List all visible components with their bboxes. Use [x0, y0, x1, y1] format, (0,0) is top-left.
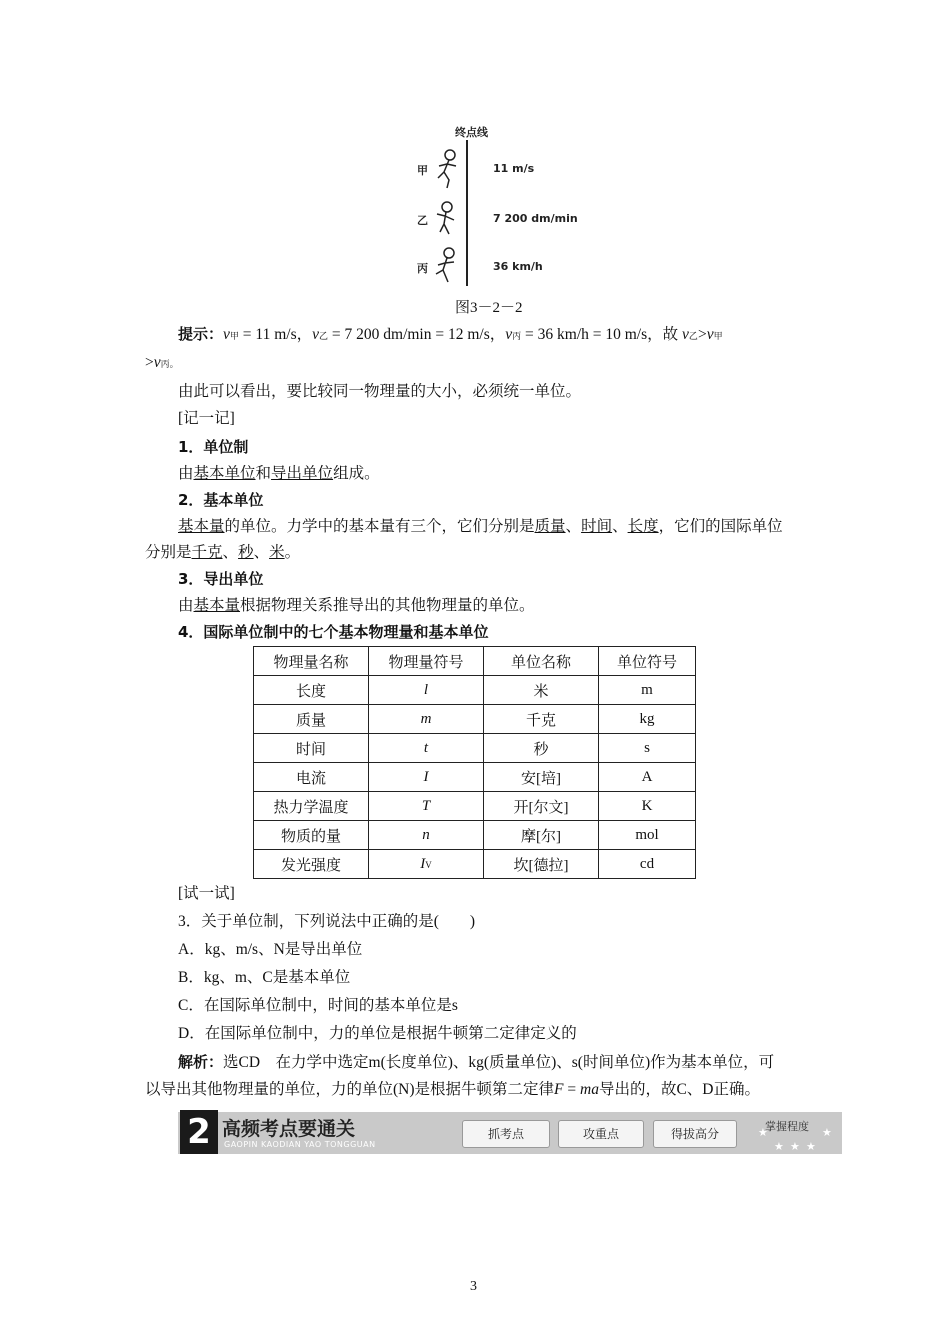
table-header: 单位名称: [484, 647, 599, 676]
sep: 、: [612, 518, 628, 535]
table-header: 物理量符号: [369, 647, 484, 676]
table-cell: t: [369, 734, 484, 763]
table-cell: K: [599, 792, 696, 821]
table-cell: 秒: [484, 734, 599, 763]
v-symbol: v: [706, 326, 714, 343]
option-c: C．在国际单位制中，时间的基本单位是s: [178, 997, 458, 1014]
underlined-term: 质量: [534, 518, 566, 535]
underlined-term: 千克: [191, 544, 223, 561]
text: 组成。: [333, 465, 380, 482]
table-cell: 安[培]: [484, 763, 599, 792]
finish-line-label: 终点线: [455, 126, 488, 139]
table-cell: 长度: [254, 676, 369, 705]
sep: 、: [565, 518, 582, 535]
speed-bing: 36 km/h: [493, 260, 543, 273]
table-cell: 开[尔文]: [484, 792, 599, 821]
table-cell: 电流: [254, 763, 369, 792]
runner-yi-icon: [432, 200, 460, 238]
table-cell: T: [369, 792, 484, 821]
table-row: [254, 792, 696, 821]
section-3-title: 3．导出单位: [178, 570, 264, 588]
table-cell: A: [599, 763, 696, 792]
underlined-term: 基本量: [178, 518, 225, 535]
sep: 、: [222, 544, 239, 561]
table-row: [254, 850, 696, 879]
banner-subtitle: GAOPIN KAODIAN YAO TONGGUAN: [224, 1140, 376, 1149]
hint-line-2: [145, 352, 810, 375]
text: 由: [178, 465, 194, 482]
star-icon: ★: [822, 1127, 832, 1139]
underlined-term: 基本单位: [193, 465, 256, 482]
section-1-title: 1．单位制: [178, 438, 249, 456]
finish-line: [466, 140, 468, 286]
v-symbol: v: [153, 354, 161, 371]
solution-text: 以导出其他物理量的单位，力的单位(N)是根据牛顿第二定律: [145, 1081, 555, 1098]
banner-number: 2: [180, 1110, 218, 1154]
table-cell: 摩[尔]: [484, 821, 599, 850]
section-2-title: 2．基本单位: [178, 491, 264, 509]
mastery-label: 掌握程度: [765, 1120, 809, 1133]
solution-line-1: [178, 1051, 843, 1074]
underlined-term: 导出单位: [271, 465, 334, 482]
star-icon: ★: [790, 1141, 800, 1153]
runner-name-yi: 乙: [417, 214, 428, 227]
figure-caption: 图3－2－2: [455, 300, 523, 316]
hint-text-1: = 11 m/s，: [238, 326, 313, 343]
option-d: D．在国际单位制中，力的单位是根据牛顿第二定律定义的: [178, 1025, 577, 1042]
table-cell: mol: [599, 821, 696, 850]
section-1-body: [178, 463, 843, 485]
section-3-body: [178, 595, 843, 617]
solution-label: 解析：: [178, 1053, 224, 1071]
star-icon: ★: [806, 1141, 816, 1153]
button-high-score[interactable]: 得拔高分: [653, 1120, 737, 1148]
table-cell: 米: [484, 676, 599, 705]
section-4-title: 4．国际单位制中的七个基本物理量和基本单位: [178, 623, 489, 641]
table-cell: m: [599, 676, 696, 705]
runner-name-bing: 丙: [417, 262, 428, 275]
si-units-table: [253, 646, 696, 879]
section-2-body-line-2: [145, 542, 810, 564]
table-cell: cd: [599, 850, 696, 879]
speed-jia: 11 m/s: [493, 162, 535, 175]
star-icon: ★: [774, 1141, 784, 1153]
sub-bing: 丙: [160, 359, 170, 369]
page-number: 3: [470, 1279, 477, 1294]
underlined-term: 秒: [238, 544, 254, 561]
solution-text: 导出的，故C、D正确。: [598, 1081, 760, 1098]
try-heading: [试一试]: [178, 885, 235, 902]
table-cell: 时间: [254, 734, 369, 763]
table-row: [254, 734, 696, 763]
runner-bing-icon: [432, 246, 460, 286]
text: 和: [255, 465, 272, 482]
runner-name-jia: 甲: [417, 164, 428, 177]
v-symbol: v: [682, 326, 689, 343]
symbol: I: [420, 855, 426, 872]
text: ，它们的国际单位: [658, 518, 783, 535]
button-key-points[interactable]: 抓考点: [462, 1120, 550, 1148]
sub-bing: 丙: [512, 331, 522, 341]
table-cell: I: [369, 763, 484, 792]
formula-eq: =: [563, 1081, 580, 1098]
gt-sign: >: [697, 326, 707, 343]
table-cell: [369, 850, 484, 879]
sub-yi: 乙: [319, 331, 329, 341]
formula-f: F: [554, 1081, 564, 1098]
table-cell: 坎[德拉]: [484, 850, 599, 879]
table-cell: 热力学温度: [254, 792, 369, 821]
runner-jia-icon: [432, 148, 460, 190]
table-cell: 质量: [254, 705, 369, 734]
table-cell: 物质的量: [254, 821, 369, 850]
sub-yi: 乙: [688, 331, 698, 341]
period: 。: [169, 359, 179, 369]
banner-title: 高频考点要通关: [222, 1118, 356, 1140]
text: 。: [284, 544, 301, 561]
table-cell: 发光强度: [254, 850, 369, 879]
table-cell: s: [599, 734, 696, 763]
text: 根据物理关系推导出的其他物理量的单位。: [240, 597, 535, 614]
text: 分别是: [145, 544, 192, 561]
underlined-term: 时间: [581, 518, 613, 535]
sub-jia: 甲: [229, 331, 239, 341]
gt-sign: >: [145, 354, 154, 371]
button-focus[interactable]: 攻重点: [558, 1120, 644, 1148]
v-symbol: v: [505, 326, 513, 343]
option-a: A．kg、m/s、N是导出单位: [178, 941, 363, 958]
symbol-subscript: V: [425, 859, 432, 870]
v-symbol: v: [223, 326, 230, 343]
hint-label: 提示：: [178, 325, 224, 343]
text: 由: [178, 597, 194, 614]
underlined-term: 基本量: [193, 597, 241, 614]
hint-text-3: = 36 km/h = 10 m/s，故: [521, 326, 683, 343]
hint-text-2: = 7 200 dm/min = 12 m/s，: [328, 326, 506, 343]
option-b: B．kg、m、C是基本单位: [178, 969, 351, 986]
table-cell: m: [369, 705, 484, 734]
speed-yi: 7 200 dm/min: [493, 212, 578, 225]
solution-line-2: [145, 1079, 810, 1101]
underlined-term: 长度: [627, 518, 659, 535]
text: 的单位。力学中的基本量有三个，它们分别是: [224, 518, 535, 535]
table-row: [254, 763, 696, 792]
sub-jia: 甲: [713, 331, 723, 341]
table-header: 单位符号: [599, 647, 696, 676]
table-cell: l: [369, 676, 484, 705]
table-cell: 千克: [484, 705, 599, 734]
solution-text: 选CD 在力学中选定m(长度单位)、kg(质量单位)、s(时间单位)作为基本单位，可: [223, 1054, 775, 1071]
table-cell: kg: [599, 705, 696, 734]
table-header: 物理量名称: [254, 647, 369, 676]
table-header-row: [254, 647, 696, 676]
table-row: [254, 821, 696, 850]
question: 3．关于单位制，下列说法中正确的是( ): [178, 913, 476, 930]
section-2-body-line-1: [178, 516, 843, 538]
table-row: [254, 705, 696, 734]
conclusion-text: 由此可以看出，要比较同一物理量的大小，必须统一单位。: [178, 383, 582, 400]
remember-heading: [记一记]: [178, 410, 235, 427]
table-cell: n: [369, 821, 484, 850]
star-icon: ★: [758, 1127, 768, 1139]
underlined-term: 米: [269, 544, 285, 561]
formula-ma: ma: [580, 1081, 599, 1098]
hint-line-1: [178, 323, 843, 347]
table-row: [254, 676, 696, 705]
sep: 、: [253, 544, 270, 561]
v-symbol: v: [312, 326, 319, 343]
